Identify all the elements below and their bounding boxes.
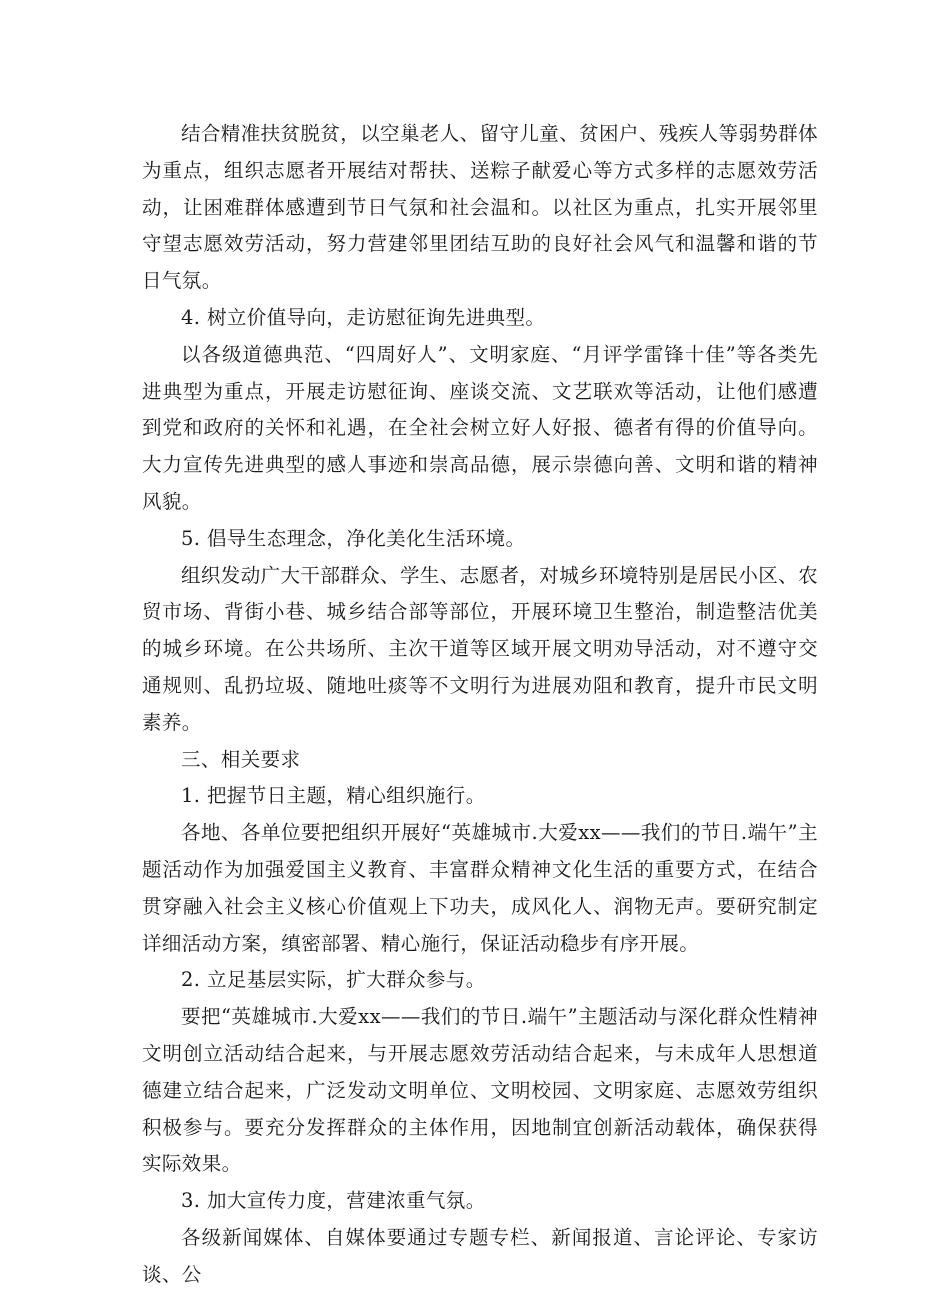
heading-requirement-1: 1. 把握节日主题，精心组织施行。 [181, 784, 486, 808]
paragraph-theme-organize: 各地、各单位要把组织开展好“英雄城市.大爱xx——我们的节日.端午”主题活动作为加强爱国主义教育、丰富群众精神文化生活的重要方式，在结合贯穿融入社会主义核心价值观上下功夫，成风化人、润物无声。要研究制定详细活动方案，缜密部署、精心施行，保证活动稳步有序开展。 [142, 821, 818, 955]
paragraph-environment: 组织发动广大干部群众、学生、志愿者，对城乡环境特别是居民小区、农贸市场、背街小巷、城乡结合部等部位，开展环境卫生整治，制造整洁优美的城乡环境。在公共场所、主次干道等区域开展文明劝导活动，对不遵守交通规则、乱扔垃圾、随地吐痰等不文明行为进展劝阻和教育，提升市民文明素养。 [142, 563, 818, 734]
heading-requirement-2: 2. 立足基层实际，扩大群众参与。 [181, 968, 486, 992]
heading-item-5: 5. 倡导生态理念，净化美化生活环境。 [181, 526, 526, 550]
heading-requirement-3: 3. 加大宣传力度，营建浓重气氛。 [181, 1189, 486, 1213]
paragraph-role-models: 以各级道德典范、“四周好人”、文明家庭、“月评学雷锋十佳”等各类先进典型为重点，开展走访慰征询、座谈交流、文艺联欢等活动，让他们感遭到党和政府的关怀和礼遇，在全社会树立好人好报、德者有得的价值导向。大力宣传先进典型的感人事迹和崇高品德，展示崇德向善、文明和谐的精神风貌。 [142, 342, 818, 513]
paragraph-media: 各级新闻媒体、自媒体要通过专题专栏、新闻报道、言论评论、专家访谈、公 [142, 1225, 818, 1286]
section-heading-requirements: 三、相关要求 [181, 747, 301, 771]
document-body [142, 116, 818, 1294]
paragraph-grassroots: 要把“英雄城市.大爱xx——我们的节日.端午”主题活动与深化群众性精神文明创立活动结合起来，与开展志愿效劳活动结合起来，与未成年人思想道德建立结合起来，广泛发动文明单位、文明校园、文明家庭、志愿效劳组织积极参与。要充分发挥群众的主体作用，因地制宜创新活动载体，确保获得实际效果。 [142, 1005, 818, 1176]
heading-item-4: 4. 树立价值导向，走访慰征询先进典型。 [181, 305, 546, 329]
paragraph-poverty-volunteer: 结合精准扶贫脱贫，以空巢老人、留守儿童、贫困户、残疾人等弱势群体为重点，组织志愿者开展结对帮扶、送粽子献爱心等方式多样的志愿效劳活动，让困难群体感遭到节日气氛和社会温和。以社区为重点，扎实开展邻里守望志愿效劳活动，努力营建邻里团结互助的良好社会风气和温馨和谐的节日气氛。 [142, 122, 818, 293]
